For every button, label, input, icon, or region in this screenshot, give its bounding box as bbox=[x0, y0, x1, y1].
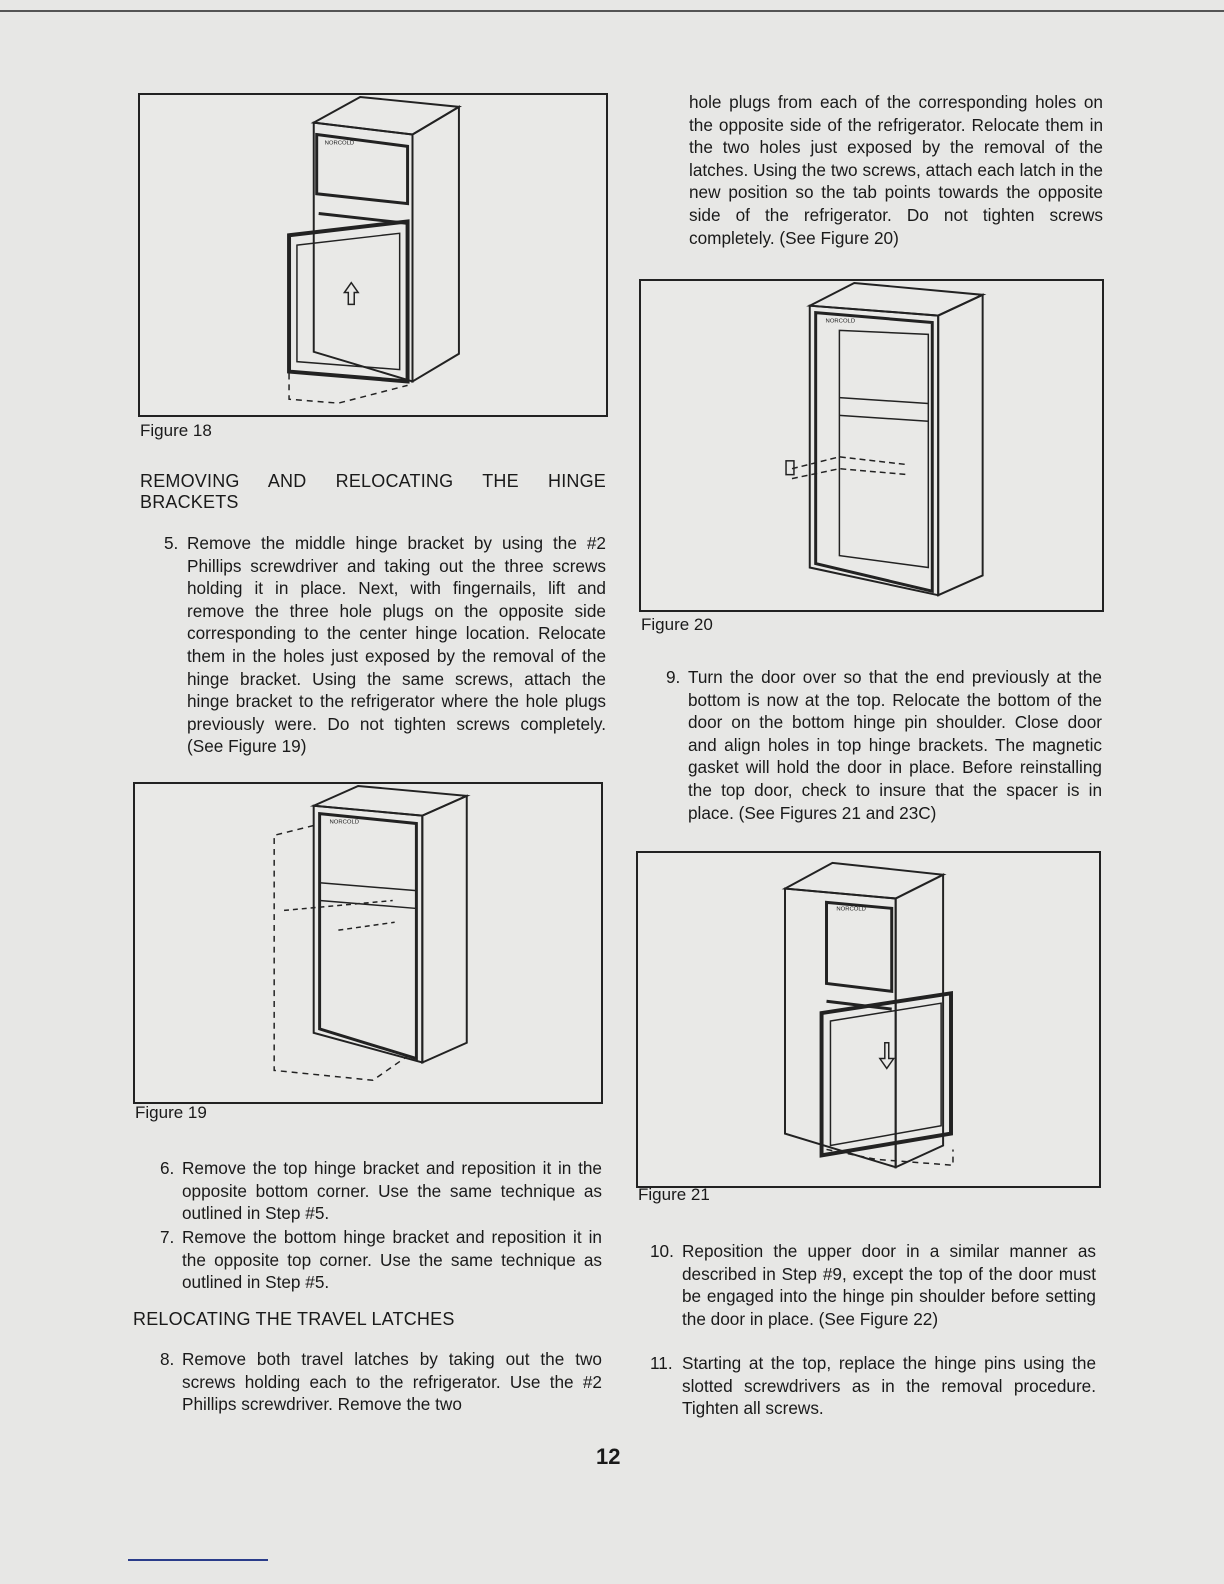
figure-20-illustration bbox=[639, 279, 1104, 612]
step-11 bbox=[650, 1352, 1096, 1420]
step-5-number: 5. bbox=[164, 533, 179, 553]
step-6-text: Remove the top hinge bracket and reposition it in the opposite bottom corner. Use the same technique as outlined in Step #5. bbox=[182, 1158, 602, 1224]
figure-21-illustration bbox=[636, 851, 1101, 1188]
step-9 bbox=[666, 666, 1102, 824]
bottom-rule bbox=[128, 1559, 268, 1561]
step-11-number: 11. bbox=[650, 1353, 673, 1373]
figure-21-caption: Figure 21 bbox=[638, 1185, 710, 1204]
step-10-number: 10. bbox=[650, 1241, 674, 1261]
brand-label: NORCOLD bbox=[324, 140, 355, 147]
step-9-number: 9. bbox=[666, 667, 681, 687]
step-8-continued: hole plugs from each of the corresponding holes on the opposite side of the refrigerator. Relocate them in the two holes just exposed by the removal of the latches. Using the two screws, attach each latch in the new position so the tab points towards the opposite side of the refrigerator. Do not tighten screws completely. (See Figure 20) bbox=[689, 92, 1103, 248]
step-7 bbox=[160, 1226, 602, 1294]
figure-18-caption: Figure 18 bbox=[140, 421, 212, 440]
brand-label-20: NORCOLD bbox=[825, 318, 856, 325]
heading-travel-latches: RELOCATING THE TRAVEL LATCHES bbox=[133, 1309, 455, 1329]
heading-hinge-brackets: REMOVING AND RELOCATING THE HINGE BRACKETS bbox=[140, 471, 606, 512]
step-9-text: Turn the door over so that the end previously at the bottom is now at the top. Relocate the bottom of the door on the bottom hinge pin shoulder. Close door and align holes in top hinge brackets. The magnetic gasket will hold the door in place. Before reinstalling the top door, check to insure that the spacer is in place. (See Figures 21 and 23C) bbox=[688, 667, 1102, 823]
step-10-text: Reposition the upper door in a similar manner as described in Step #9, except the top of the door must be engaged into the hinge pin shoulder before setting the door in place. (See Figure 22) bbox=[682, 1241, 1096, 1329]
page-number: 12 bbox=[596, 1444, 621, 1469]
step-5 bbox=[164, 532, 606, 758]
brand-label-21: NORCOLD bbox=[836, 906, 866, 913]
brand-label-19: NORCOLD bbox=[329, 819, 360, 826]
step-7-number: 7. bbox=[160, 1227, 175, 1247]
step-10 bbox=[650, 1240, 1096, 1330]
figure-18-illustration bbox=[138, 93, 608, 417]
step-6 bbox=[160, 1157, 602, 1225]
step-11-text: Starting at the top, replace the hinge pins using the slotted screwdrivers as in the removal procedure. Tighten all screws. bbox=[682, 1353, 1096, 1419]
step-5-text: Remove the middle hinge bracket by using the #2 Phillips screwdriver and taking out the three screws holding it in place. Next, with fingernails, lift and remove the three hole plugs on the opposite side corresponding to the center hinge location. Relocate them in the holes just exposed by the removal of the hinge bracket. Using the same screws, attach the hinge bracket to the refrigerator where the hole plugs previously were. Do not tighten screws completely. (See Figure 19) bbox=[187, 533, 606, 757]
step-8-text: Remove both travel latches by taking out the two screws holding each to the refrigerator. Use the #2 Phillips screwdriver. Remove the two bbox=[182, 1349, 602, 1415]
step-6-number: 6. bbox=[160, 1158, 175, 1178]
figure-19-caption: Figure 19 bbox=[135, 1103, 207, 1122]
top-rule bbox=[0, 10, 1224, 12]
step-8-number: 8. bbox=[160, 1349, 175, 1369]
figure-19-illustration bbox=[133, 782, 603, 1104]
step-7-text: Remove the bottom hinge bracket and reposition it in the opposite top corner. Use the same technique as outlined in Step #5. bbox=[182, 1227, 602, 1293]
step-8 bbox=[160, 1348, 602, 1416]
figure-20-caption: Figure 20 bbox=[641, 615, 713, 634]
